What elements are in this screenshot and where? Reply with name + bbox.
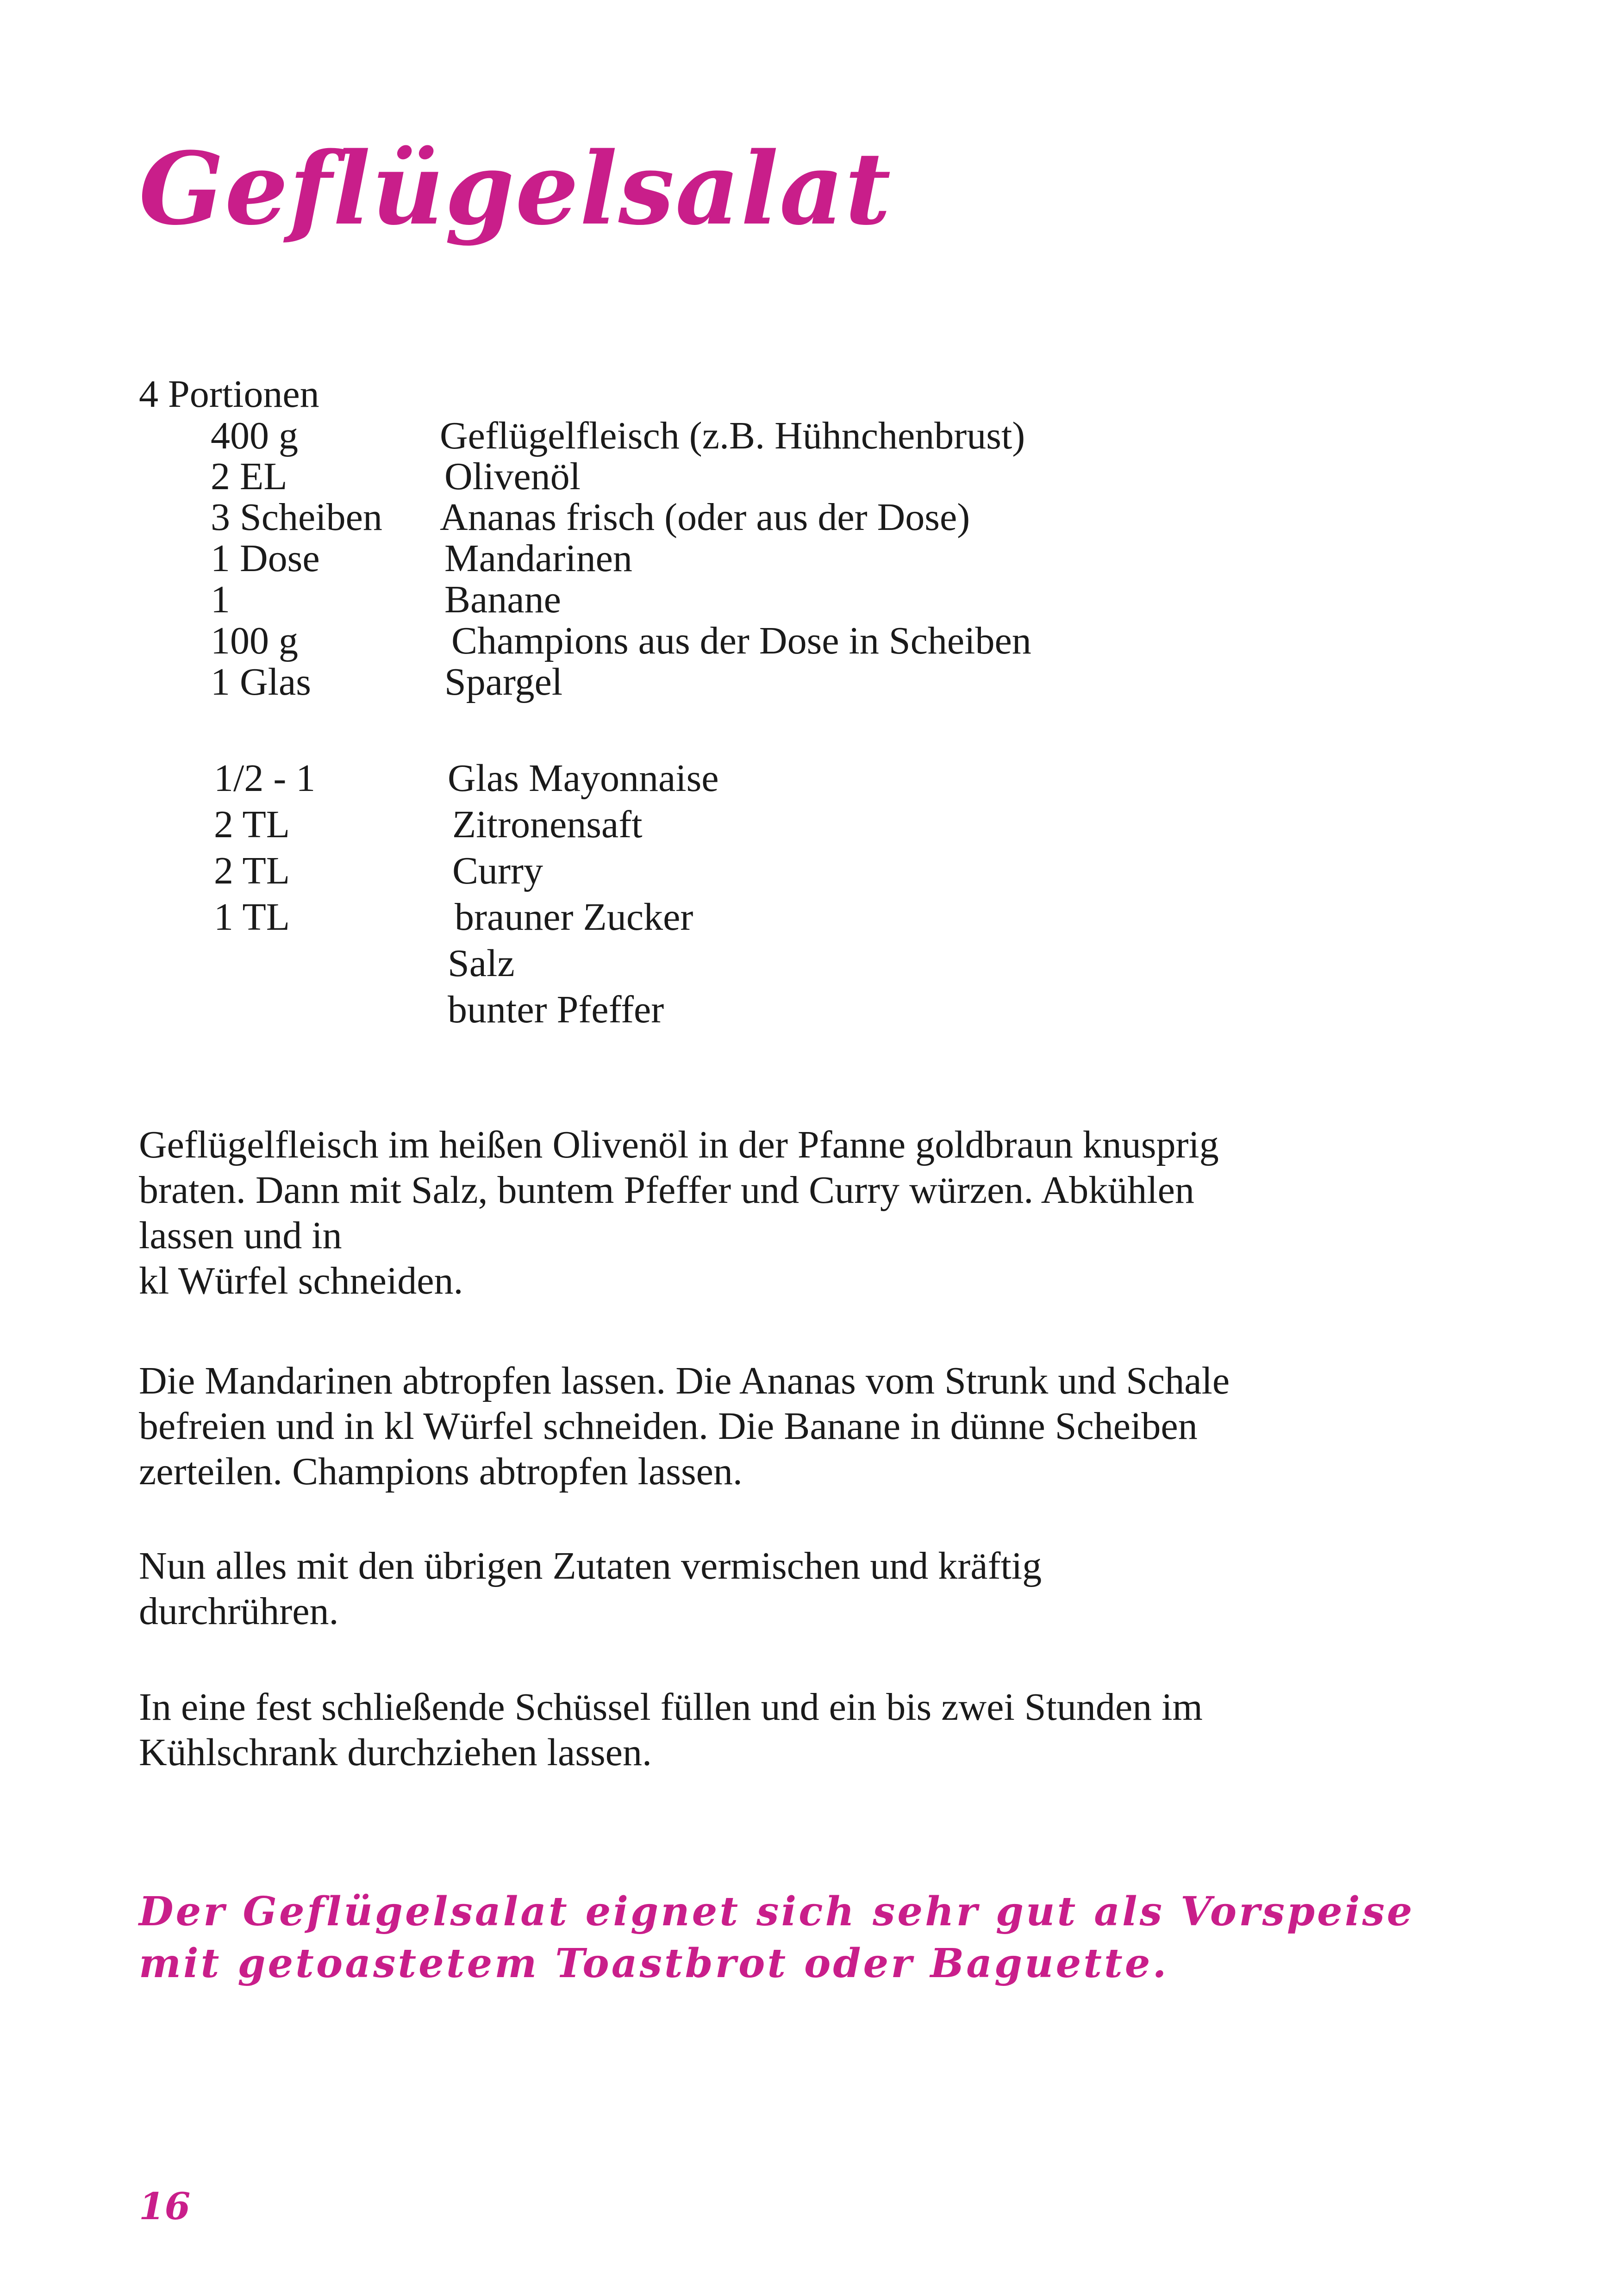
- ingredient-name: Geflügelfleisch (z.B. Hühnchenbrust): [440, 414, 1025, 457]
- ingredient-name: Spargel: [444, 660, 563, 703]
- instruction-line: lassen und in: [139, 1214, 342, 1257]
- serving-tip: [139, 1886, 1528, 1990]
- instruction-line: kl Würfel schneiden.: [139, 1259, 463, 1302]
- page-title: Geflügelsalat: [139, 130, 892, 247]
- ingredient-name: Champions aus der Dose in Scheiben: [451, 619, 1031, 662]
- ingredient-quantity: 2 TL: [214, 803, 290, 846]
- instruction-line: Nun alles mit den übrigen Zutaten vermischen und kräftig: [139, 1544, 1042, 1587]
- serving-tip-line: Der Geflügelsalat eignet sich sehr gut als Vorspeise: [139, 1888, 1415, 1935]
- ingredient-quantity: 1 Glas: [211, 660, 311, 703]
- instruction-line: befreien und in kl Würfel schneiden. Die Banane in dünne Scheiben: [139, 1405, 1198, 1448]
- serving-tip-line: mit getoastetem Toastbrot oder Baguette.: [139, 1940, 1169, 1987]
- page-number: 16: [139, 2184, 191, 2228]
- ingredient-name: Banane: [444, 578, 561, 621]
- ingredient-name: bunter Pfeffer: [448, 988, 664, 1031]
- ingredient-name: Salz: [448, 942, 515, 985]
- ingredient-quantity: 2 EL: [211, 455, 287, 498]
- ingredient-quantity: 1 TL: [214, 896, 290, 939]
- ingredient-quantity: 3 Scheiben: [211, 496, 382, 539]
- instruction-line: zerteilen. Champions abtropfen lassen.: [139, 1450, 743, 1493]
- instruction-line: Kühlschrank durchziehen lassen.: [139, 1731, 652, 1774]
- instruction-line: In eine fest schließende Schüssel füllen und ein bis zwei Stunden im: [139, 1686, 1203, 1729]
- ingredient-name: Olivenöl: [444, 455, 581, 498]
- ingredient-quantity: 400 g: [211, 414, 298, 457]
- ingredient-name: Mandarinen: [444, 537, 632, 580]
- instruction-line: Geflügelfleisch im heißen Olivenöl in der Pfanne goldbraun knusprig: [139, 1123, 1219, 1166]
- ingredient-name: Ananas frisch (oder aus der Dose): [440, 496, 970, 539]
- instruction-line: braten. Dann mit Salz, buntem Pfeffer und Curry würzen. Abkühlen: [139, 1169, 1194, 1212]
- ingredient-name: Glas Mayonnaise: [448, 757, 719, 800]
- ingredient-name: Curry: [452, 849, 543, 892]
- ingredient-quantity: 2 TL: [214, 849, 290, 892]
- instruction-paragraph: [139, 1358, 1481, 1494]
- instruction-line: durchrühren.: [139, 1590, 339, 1633]
- instruction-line: Die Mandarinen abtropfen lassen. Die Ananas vom Strunk und Schale: [139, 1359, 1230, 1402]
- ingredient-name: brauner Zucker: [455, 896, 693, 939]
- portions-label: 4 Portionen: [139, 373, 319, 416]
- ingredient-quantity: 1/2 - 1: [214, 757, 316, 800]
- ingredient-quantity: 1: [211, 578, 230, 621]
- ingredient-name: Zitronensaft: [452, 803, 643, 846]
- ingredient-quantity: 1 Dose: [211, 537, 320, 580]
- ingredient-quantity: 100 g: [211, 619, 298, 662]
- instruction-paragraph: [139, 1543, 1481, 1634]
- instruction-paragraph: [139, 1122, 1481, 1304]
- instruction-paragraph: [139, 1685, 1481, 1775]
